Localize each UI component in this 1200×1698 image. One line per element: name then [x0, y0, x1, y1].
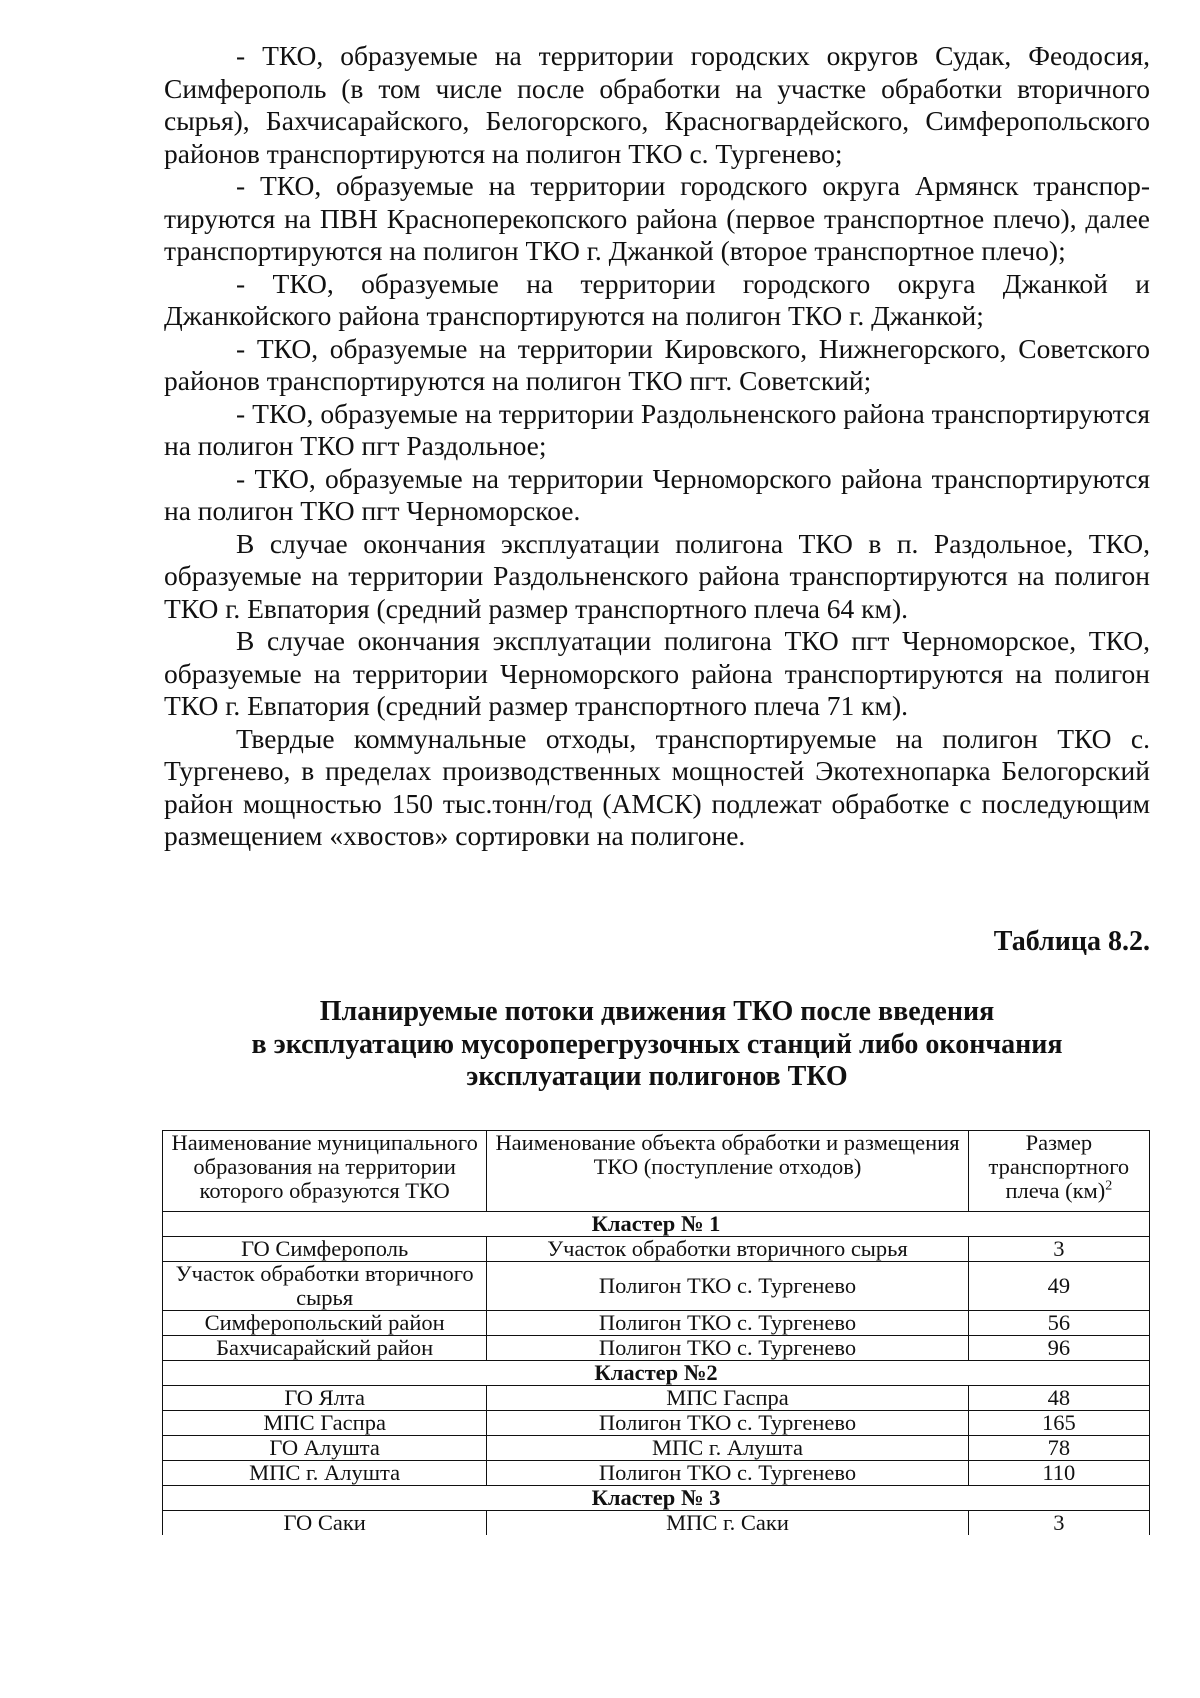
table-row — [163, 1262, 1150, 1311]
paragraph: - ТКО, образуемые на территории городского округа Джанкой и Джанкойского района транспортируются на полигон ТКО г. Джанкой; — [164, 267, 1150, 331]
cell-facility: Полигон ТКО с. Тургенево — [487, 1262, 968, 1311]
cell-distance: 3 — [968, 1511, 1149, 1536]
table-row — [163, 1336, 1150, 1361]
cell-municipality: Бахчисарайский район — [163, 1336, 487, 1361]
cell-facility: Полигон ТКО с. Тургенево — [487, 1411, 968, 1436]
cell-distance: 78 — [968, 1436, 1149, 1461]
table-row — [163, 1511, 1150, 1536]
cell-municipality: Участок обработки вторичного сырья — [163, 1262, 487, 1311]
cell-facility: МПС г. Саки — [487, 1511, 968, 1536]
cell-municipality: Симферопольский район — [163, 1311, 487, 1336]
cell-facility: Полигон ТКО с. Тургенево — [487, 1311, 968, 1336]
cell-municipality: МПС г. Алушта — [163, 1461, 487, 1486]
cell-distance: 165 — [968, 1411, 1149, 1436]
cell-municipality: ГО Саки — [163, 1511, 487, 1536]
paragraph: Твердые коммунальные отходы, транспортируемые на полигон ТКО с. Тургенево, в пределах производственных мощностей Экотехнопарка Белогорский район мощностью 150 тыс.тонн/год (АМСК) подлежат обработке с последующим размещением «хвостов» сортировки на полигоне. — [164, 722, 1150, 851]
table-header-row — [163, 1131, 1150, 1212]
caption-line: в эксплуатацию мусороперегрузочных станций либо окончания — [251, 1028, 1063, 1060]
cell-municipality: МПС Гаспра — [163, 1411, 487, 1436]
table-caption — [164, 996, 1150, 1094]
paragraph: В случае окончания эксплуатации полигона ТКО в п. Раздольное, ТКО, образуемые на территории Раздольненского района транспортируются на полигон ТКО г. Евпатория (средний размер транспортного плеча 64 км). — [164, 527, 1150, 624]
table-row — [163, 1311, 1150, 1336]
cell-distance: 48 — [968, 1386, 1149, 1411]
header-municipality: Наименование муниципального образования на территории которого образуются ТКО — [163, 1131, 487, 1212]
table-row — [163, 1411, 1150, 1436]
cell-municipality: ГО Симферополь — [163, 1237, 487, 1262]
cluster-row — [163, 1212, 1150, 1237]
cell-distance: 96 — [968, 1336, 1149, 1361]
paragraph: - ТКО, образуемые на территории Черноморского района транспортируются на полигон ТКО пгт Черноморское. — [164, 462, 1150, 526]
table-row — [163, 1386, 1150, 1411]
table-label: Таблица 8.2. — [993, 926, 1150, 957]
header-facility: Наименование объекта обработки и размещения ТКО (поступление отходов) — [487, 1131, 968, 1212]
cluster-title: Кластер № 1 — [163, 1212, 1150, 1237]
paragraph: - ТКО, образуемые на территории Раздольненского района транспортируются на полигон ТКО пгт Раздольное; — [164, 397, 1150, 461]
waste-flow-table — [162, 1130, 1150, 1535]
table-row — [163, 1237, 1150, 1262]
cell-facility: Полигон ТКО с. Тургенево — [487, 1461, 968, 1486]
paragraph: - ТКО, образуемые на территории городского округа Армянск транспортируются на ПВН Красноперекопского района (первое транспортное плечо), далее транспортируются на полигон ТКО г. Джанкой (второе транспортное плечо); — [164, 170, 1150, 266]
cluster-row — [163, 1486, 1150, 1511]
cluster-title: Кластер №2 — [163, 1361, 1150, 1386]
cell-distance: 56 — [968, 1311, 1149, 1336]
caption-line: Планируемые потоки движения ТКО после введения — [319, 996, 995, 1027]
cell-distance: 49 — [968, 1262, 1149, 1311]
paragraph: В случае окончания эксплуатации полигона ТКО пгт Черноморское, ТКО, образуемые на территории Черноморского района транспортируются на полигон ТКО г. Евпатория (средний размер транспортного плеча 71 км). — [164, 625, 1150, 721]
header-distance-label: Размер транспортного плеча (км) — [988, 1130, 1130, 1203]
cell-facility: МПС г. Алушта — [487, 1436, 968, 1461]
caption-line: эксплуатации полигонов ТКО — [466, 1061, 848, 1092]
paragraph: - ТКО, образуемые на территории Кировского, Нижнегорского, Советского районов транспортируются на полигон ТКО пгт. Советский; — [164, 332, 1150, 396]
cluster-title: Кластер № 3 — [163, 1486, 1150, 1511]
cell-municipality: ГО Алушта — [163, 1436, 487, 1461]
cell-facility: МПС Гаспра — [487, 1386, 968, 1411]
table-row — [163, 1461, 1150, 1486]
cell-facility: Участок обработки вторичного сырья — [487, 1237, 968, 1262]
cell-municipality: ГО Ялта — [163, 1386, 487, 1411]
cell-distance: 110 — [968, 1461, 1149, 1486]
header-distance — [968, 1131, 1149, 1212]
paragraph: - ТКО, образуемые на территории городских округов Судак, Феодосия, Симферополь (в том числе после обработки на участке обработки вторичного сырья), Бахчисарайского, Белогорского, Красногвардейского, Симферопольского районов транспортируются на полигон ТКО с. Тургенево; — [164, 40, 1150, 169]
cell-facility: Полигон ТКО с. Тургенево — [487, 1336, 968, 1361]
table-row — [163, 1436, 1150, 1461]
body-text — [164, 40, 1150, 853]
cell-distance: 3 — [968, 1237, 1149, 1262]
cluster-row — [163, 1361, 1150, 1386]
footnote-mark: 2 — [1105, 1178, 1113, 1194]
